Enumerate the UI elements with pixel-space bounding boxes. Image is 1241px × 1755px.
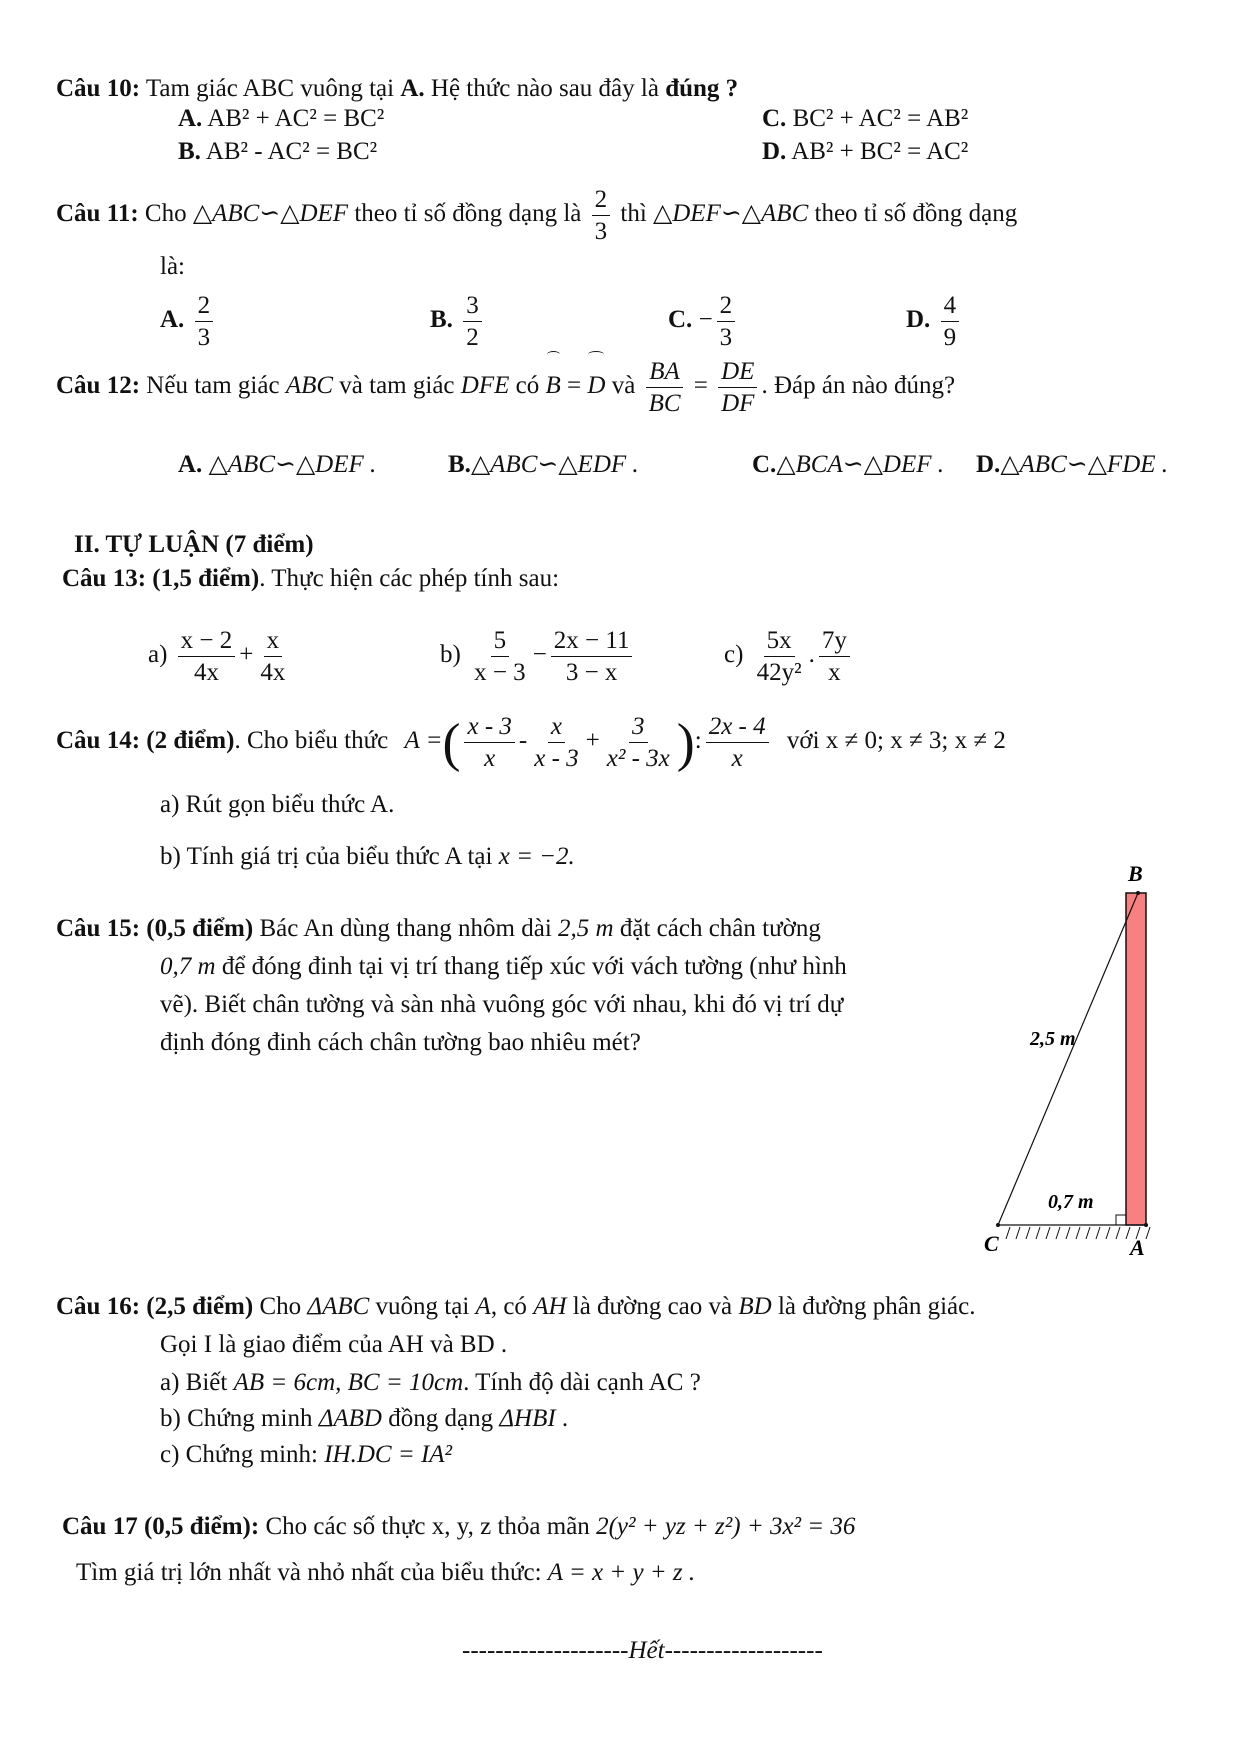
option-label: C. [762, 105, 787, 132]
label-ladder-length: 2,5 m [1030, 1028, 1076, 1050]
q12-option-b [448, 450, 639, 480]
denominator: BC [648, 389, 681, 417]
q16-text: , có [490, 1293, 534, 1320]
numerator: x - 3 [464, 714, 514, 743]
angle-d: D [587, 356, 605, 416]
q14-text: . Cho biểu thức [234, 727, 389, 754]
math-value: BD [738, 1293, 772, 1320]
q11-label: Câu 11: [56, 200, 139, 227]
option-value: BC² + AC² = AB² [792, 105, 969, 132]
fraction [592, 187, 611, 244]
angle-b: B [546, 356, 561, 416]
option-value: △ABC∽△DEF . [208, 451, 377, 478]
denominator: 4x [193, 658, 219, 686]
q11-la: là: [160, 253, 185, 280]
q11-option-c [668, 290, 739, 350]
numerator: 3 [463, 293, 482, 322]
equals-sign: = [693, 372, 708, 399]
q12-text: có [515, 372, 540, 399]
fraction [195, 293, 214, 350]
option-value: AB² + AC² = BC² [207, 105, 385, 132]
part-label: c) [724, 641, 744, 668]
q16-part-c [160, 1440, 452, 1470]
q16-label: Câu 16: (2,5 điểm) [56, 1293, 254, 1320]
numerator: 2 [717, 293, 736, 322]
option-value: △BCA∽△DEF . [776, 451, 945, 478]
q17-text: Cho các số thực x, y, z thỏa mãn [259, 1513, 597, 1540]
math-value: A = x + y + z . [547, 1559, 696, 1586]
option-label: A. [178, 105, 203, 132]
wall [1126, 893, 1146, 1225]
q14-label: Câu 14: (2 điểm) [56, 727, 235, 754]
numerator: 2 [195, 293, 214, 322]
option-label: A. [160, 306, 185, 333]
q14-stem [56, 706, 1006, 776]
q13-text: . Thực hiện các phép tính sau: [259, 565, 560, 592]
option-value: AB² + BC² = AC² [791, 138, 969, 165]
q16-part-a [160, 1368, 701, 1398]
q15-line-3: vẽ). Biết chân tường và sàn nhà vuông góc với nhau, khi đó vị trí dự [160, 991, 844, 1018]
denominator: x - 3 [534, 744, 579, 772]
q11-option-a [160, 290, 217, 350]
fraction [604, 714, 673, 771]
math-value: 0,7 m [160, 953, 216, 980]
section-title: II. TỰ LUẬN (7 điểm) [74, 531, 314, 558]
denominator: DF [721, 389, 755, 417]
math-value: A [475, 1293, 491, 1320]
option-label: D. [906, 306, 931, 333]
denominator: 3 [719, 323, 733, 351]
fraction [463, 293, 482, 350]
operator: - [518, 727, 528, 754]
q14-text: b) Tính giá trị của biểu thức A tại [160, 843, 493, 870]
similarity-expression: △DEF∽△ABC [653, 200, 809, 227]
q10-bold: A. [400, 75, 425, 102]
q14-part-b [160, 842, 575, 872]
q15-line-1 [56, 914, 821, 944]
option-label: C. [668, 306, 693, 333]
numerator: 2x - 4 [706, 714, 769, 743]
q16-text: Cho [253, 1293, 308, 1320]
point-b [1136, 891, 1140, 895]
fraction [257, 628, 288, 685]
denominator: x − 3 [474, 658, 526, 686]
equals-sign: = [567, 372, 582, 399]
math-value: IH.DC = IA² [324, 1441, 453, 1468]
option-label: B. [448, 451, 471, 478]
expression-lhs: A = [404, 727, 443, 754]
q12-label: Câu 12: [56, 372, 141, 399]
q10-option-b [178, 137, 377, 167]
q17-line-1 [62, 1512, 855, 1542]
numerator: BA [646, 359, 683, 388]
q15-text: để đóng đinh tại vị trí thang tiếp xúc với vách tường (như hình [215, 953, 847, 980]
triangle-name: ABC [285, 372, 334, 399]
q14-condition: với x ≠ 0; x ≠ 3; x ≠ 2 [786, 727, 1006, 754]
q12-text: và [611, 372, 636, 399]
q11-stem [56, 186, 1017, 244]
fraction [178, 628, 236, 685]
q16-text: c) Chứng minh: [160, 1441, 325, 1468]
option-label: C. [752, 451, 777, 478]
numerator: x [548, 714, 565, 743]
label-c: C [984, 1231, 999, 1256]
numerator: 7y [819, 628, 850, 657]
part-label: a) [148, 641, 168, 668]
q15-text: Bác An dùng thang nhôm dài [253, 915, 559, 942]
q10-bold2: đúng ? [665, 75, 739, 102]
part-label: b) [440, 641, 461, 668]
q13-label: Câu 13: (1,5 điểm) [62, 565, 260, 592]
q16-text: đồng dạng [381, 1405, 500, 1432]
denominator: 3 − x [565, 658, 618, 686]
denominator: x [828, 658, 841, 686]
math-value: x = −2. [498, 843, 575, 870]
option-label: B. [178, 138, 201, 165]
math-value: 2(y² + yz + z²) + 3x² = 36 [596, 1513, 856, 1540]
q16-text: . Tính độ dài cạnh AC ? [463, 1369, 701, 1396]
numerator: 3 [629, 714, 648, 743]
option-label: D. [976, 451, 1001, 478]
operator: . [808, 641, 815, 668]
q15-label: Câu 15: (0,5 điểm) [56, 915, 254, 942]
fraction [941, 293, 960, 350]
point-a [1144, 1223, 1148, 1227]
operator: − [532, 641, 547, 668]
q15-line-2 [160, 952, 847, 982]
q15-line-4: định đóng đinh cách chân tường bao nhiêu mét? [160, 1029, 641, 1056]
option-value: AB² - AC² = BC² [205, 138, 378, 165]
q10-text: Tam giác ABC vuông tại [145, 75, 401, 102]
denominator: 3 [197, 323, 211, 351]
q12-text: . Đáp án nào đúng? [761, 372, 956, 399]
point-c [996, 1223, 1000, 1227]
end-marker: --------------------Hết------------------- [462, 1637, 823, 1664]
math-value: ΔABC [307, 1293, 370, 1320]
q12-text: Nếu tam giác [146, 372, 280, 399]
q12-option-a [178, 450, 376, 480]
q16-line-2: Gọi I là giao điểm của AH và BD . [160, 1331, 508, 1358]
q10-text2: Hệ thức nào sau đây là [424, 75, 666, 102]
option-value: △ABC∽△EDF . [470, 451, 639, 478]
numerator: x − 2 [178, 628, 236, 657]
numerator: 4 [941, 293, 960, 322]
denominator: x² - 3x [606, 744, 670, 772]
label-b: B [1128, 861, 1143, 886]
option-label: A. [178, 451, 203, 478]
numerator: x [264, 628, 283, 657]
q17-label: Câu 17 (0,5 điểm): [62, 1513, 260, 1540]
fraction [531, 714, 581, 771]
q16-text: a) Biết [160, 1369, 234, 1396]
option-value: △ABC∽△FDE . [1000, 451, 1169, 478]
numerator: 2 [592, 187, 611, 216]
fraction [819, 628, 850, 685]
q11-text: theo tỉ số đồng dạng [814, 200, 1018, 227]
denominator: 2 [466, 323, 479, 351]
math-value: ΔABD [318, 1405, 382, 1432]
fraction [754, 628, 805, 685]
fraction [718, 359, 757, 416]
left-paren: ( [442, 712, 461, 773]
q13-part-a [148, 622, 292, 688]
q17-text: Tìm giá trị lớn nhất và nhỏ nhất của biểu thức: [76, 1559, 548, 1586]
q11-text: theo tỉ số đồng dạng là [354, 200, 582, 227]
floor-hatching [1006, 1227, 1150, 1239]
q16-text: vuông tại [369, 1293, 476, 1320]
q13-part-c [724, 622, 854, 688]
numerator: DE [718, 359, 757, 388]
q10-option-d [762, 137, 968, 167]
ladder-line [998, 893, 1138, 1225]
q17-line-2 [76, 1558, 695, 1588]
q10-option-c [762, 104, 968, 134]
q12-option-d [976, 450, 1168, 480]
math-value: 2,5 m [558, 915, 614, 942]
right-angle-mark [1116, 1215, 1126, 1225]
denominator: 3 [594, 217, 608, 245]
q10-label: Câu 10: [56, 75, 141, 102]
math-value: AB = 6cm, BC = 10cm [233, 1369, 464, 1396]
q12-option-c [752, 450, 944, 480]
math-value: AH [533, 1293, 567, 1320]
option-label: B. [430, 306, 453, 333]
fraction [471, 628, 529, 685]
fraction [646, 359, 684, 416]
denominator: x [484, 744, 496, 772]
fraction [706, 714, 769, 771]
numerator: 2x − 11 [551, 628, 633, 657]
q16-text: là đường phân giác. [771, 1293, 976, 1320]
ladder-figure [970, 855, 1170, 1260]
q16-part-b [160, 1404, 568, 1434]
numerator: 5x [764, 628, 795, 657]
numerator: 5 [491, 628, 510, 657]
q16-line-1 [56, 1292, 976, 1322]
q11-text: thì [620, 200, 647, 227]
right-paren: ) [676, 712, 695, 773]
q11-text: Cho [144, 200, 187, 227]
denominator: x [731, 744, 743, 772]
q14-part-a: a) Rút gọn biểu thức A. [160, 791, 395, 818]
denominator: 42y² [756, 658, 802, 686]
q10-stem [56, 74, 738, 104]
label-base-distance: 0,7 m [1048, 1191, 1094, 1213]
operator: : [694, 727, 702, 754]
q16-text: b) Chứng minh [160, 1405, 319, 1432]
label-a: A [1130, 1235, 1145, 1260]
operator: + [239, 641, 254, 668]
q13-stem [62, 564, 559, 594]
q13-part-b [440, 622, 636, 688]
math-value: ΔHBI [499, 1405, 556, 1432]
denominator: 9 [943, 323, 957, 351]
similarity-expression: △ABC∽△DEF [192, 200, 349, 227]
fraction [464, 714, 514, 771]
q11-option-b [430, 290, 486, 350]
triangle-name: DFE [460, 372, 510, 399]
operator: + [585, 727, 600, 754]
q16-text: là đường cao và [566, 1293, 739, 1320]
q11-option-d [906, 290, 963, 350]
q15-text: đặt cách chân tường [613, 915, 821, 942]
q12-text: và tam giác [339, 372, 455, 399]
q16-text: . [555, 1405, 569, 1432]
option-label: D. [762, 138, 787, 165]
denominator: 4x [260, 658, 286, 686]
q10-option-a [178, 104, 384, 134]
q12-stem [56, 356, 955, 416]
minus-sign: − [698, 306, 713, 333]
fraction [551, 628, 633, 685]
fraction [717, 293, 736, 350]
